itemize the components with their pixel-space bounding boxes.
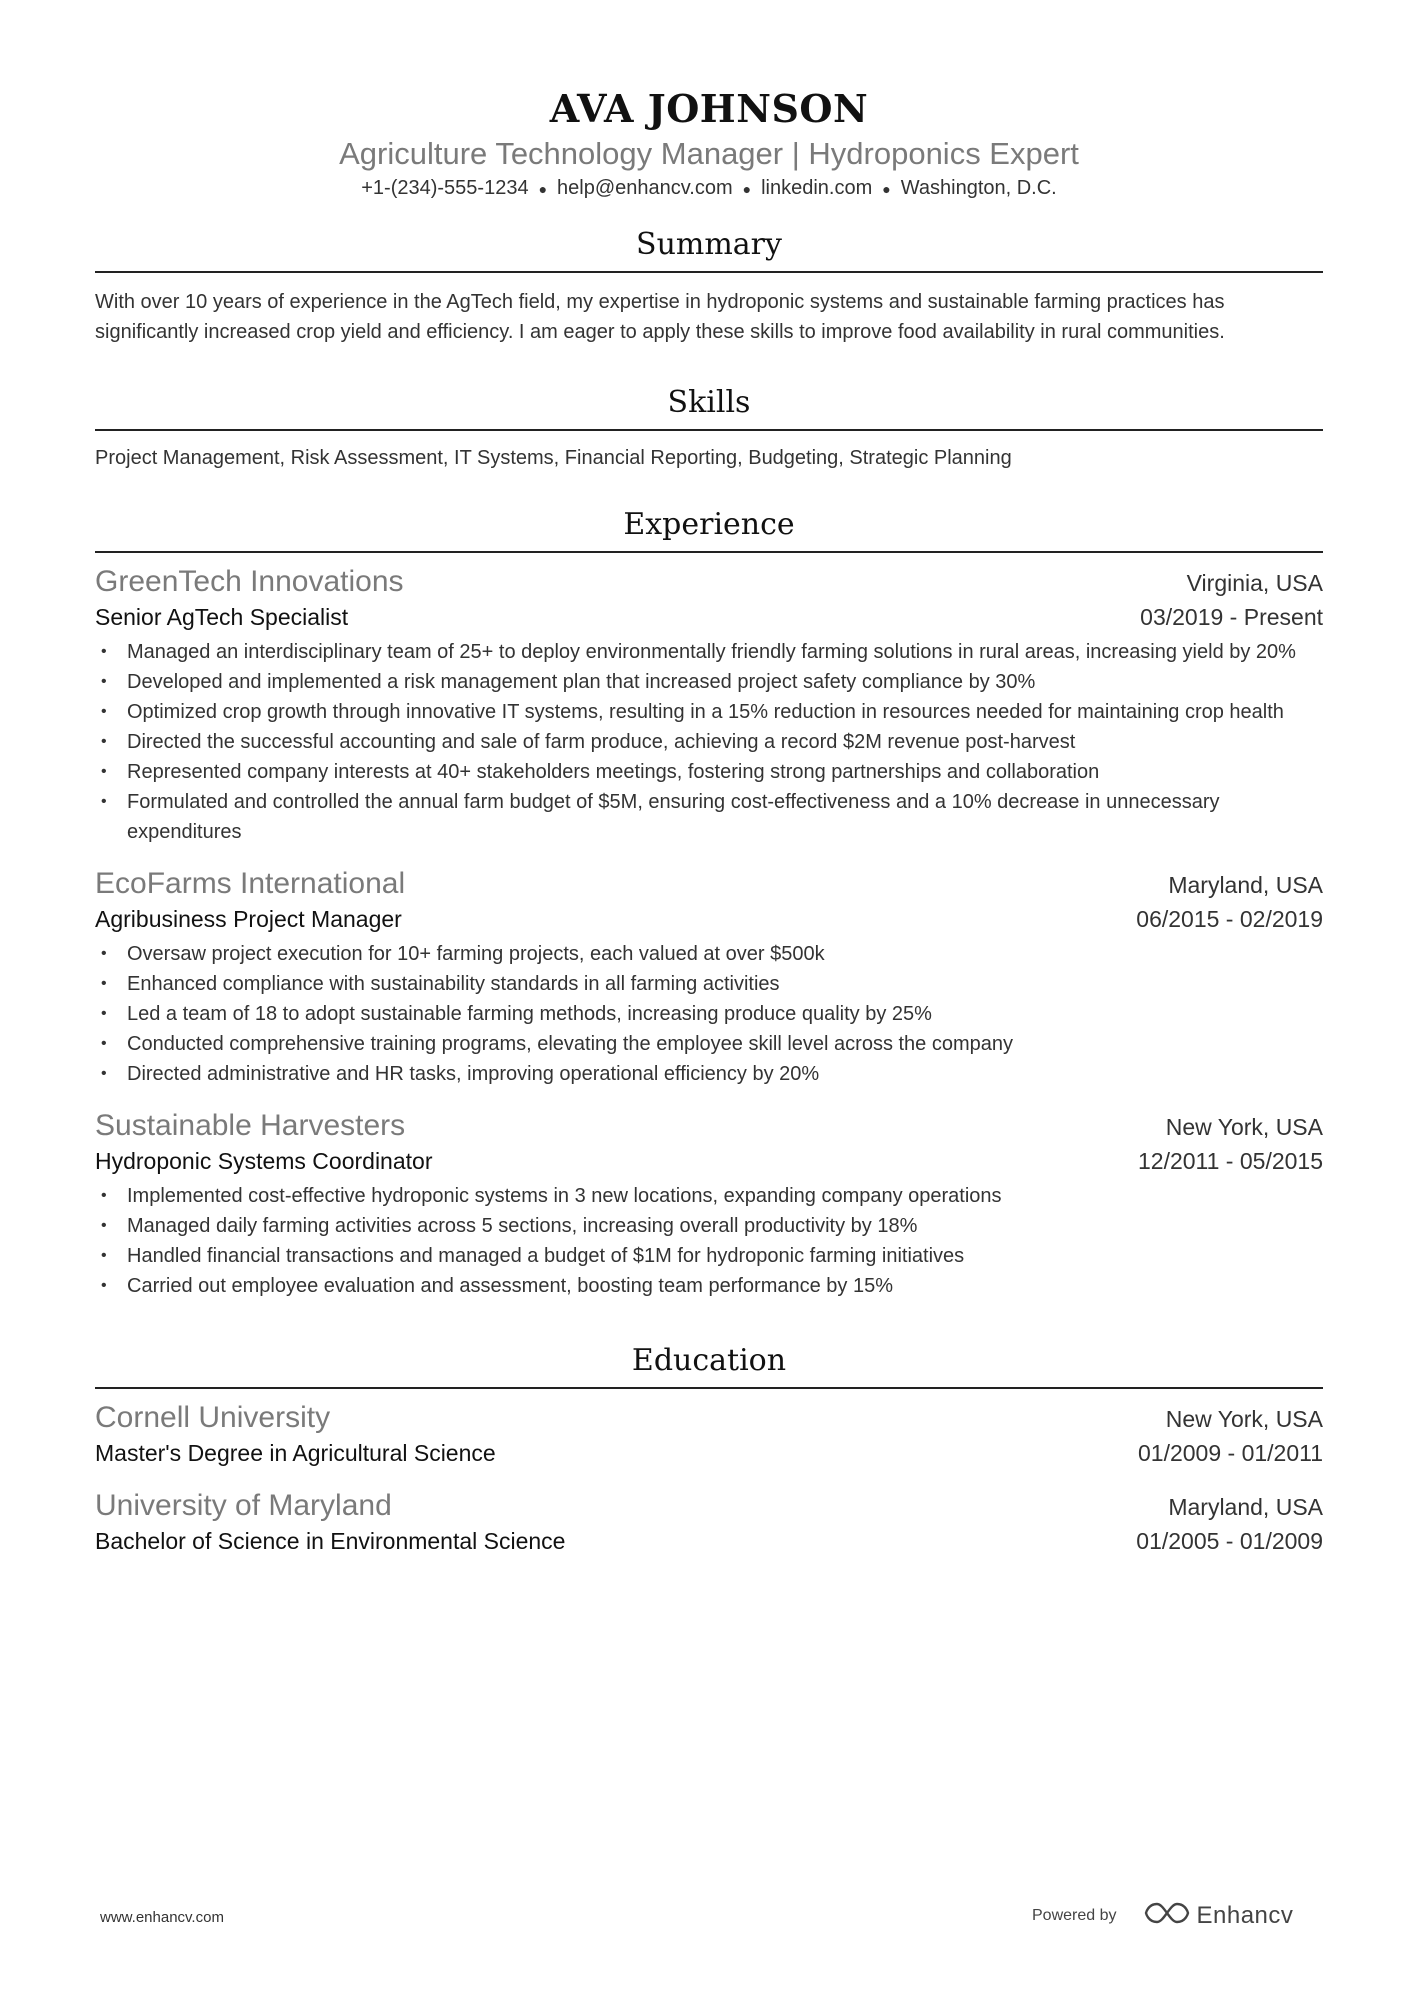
resume-page [95, 0, 1323, 1557]
summary-section [95, 225, 1323, 347]
section-title-summary: Summary [95, 225, 1323, 273]
education-dates: 01/2009 - 01/2011 [1137, 1439, 1323, 1466]
job-location: Maryland, USA [1168, 871, 1323, 898]
bullet-separator: ● [538, 180, 548, 197]
education-dates: 01/2005 - 01/2009 [1136, 1527, 1323, 1554]
degree: Master's Degree in Agricultural Science [95, 1439, 496, 1466]
bullet-item: • Optimized crop growth through innovative IT systems, resulting in a 15% reduction in resources needed for maintaining crop health [95, 697, 1323, 727]
bullet-item: • Enhanced compliance with sustainability standards in all farming activities [95, 969, 1323, 999]
school-name: University of Maryland [95, 1488, 392, 1522]
phone: +1-(234)-555-1234 [361, 177, 529, 199]
bullet-item: • Formulated and controlled the annual farm budget of $5M, ensuring cost-effectiveness and a 10% decrease in unnecessary expenditures [95, 787, 1323, 847]
enhancv-logo-icon [1143, 1900, 1191, 1931]
bullet-item: • Managed an interdisciplinary team of 25+ to deploy environmentally friendly farming solutions in rural areas, increasing yield by 20% [95, 637, 1323, 667]
resume-header [95, 0, 1323, 203]
job-bullets [95, 1181, 1323, 1301]
summary-text: With over 10 years of experience in the AgTech field, my expertise in hydroponic systems and sustainable farming practices has significantly increased crop yield and efficiency. I am eager to apply these skills to improve food availability in rural communities. [95, 290, 1225, 343]
job-location: New York, USA [1165, 1113, 1323, 1140]
job-dates: 12/2011 - 05/2015 [1137, 1147, 1323, 1174]
experience-section [95, 505, 1323, 1301]
bullet-item: • Carried out employee evaluation and assessment, boosting team performance by 15% [95, 1271, 1323, 1301]
experience-entry [95, 865, 1323, 1089]
linkedin-link[interactable]: linkedin.com [761, 177, 873, 199]
job-title: Hydroponic Systems Coordinator [95, 1147, 433, 1174]
candidate-title: Agriculture Technology Manager | Hydroponics Expert [339, 136, 1079, 171]
degree: Bachelor of Science in Environmental Science [95, 1527, 566, 1554]
bullet-item: • Handled financial transactions and managed a budget of $1M for hydroponic farming initiatives [95, 1241, 1323, 1271]
bullet-item: • Managed daily farming activities across 5 sections, increasing overall productivity by 18% [95, 1211, 1323, 1241]
job-bullets [95, 939, 1323, 1089]
powered-by-label: Powered by [1032, 1906, 1117, 1924]
company-name: EcoFarms International [95, 866, 406, 900]
job-dates: 03/2019 - Present [1140, 603, 1323, 630]
school-location: Maryland, USA [1168, 1493, 1323, 1520]
job-dates: 06/2015 - 02/2019 [1136, 905, 1323, 932]
education-section [95, 1341, 1323, 1557]
bullet-item: • Conducted comprehensive training programs, elevating the employee skill level across the company [95, 1029, 1323, 1059]
company-name: Sustainable Harvesters [95, 1108, 406, 1142]
bullet-separator: ● [882, 180, 891, 197]
education-entry [95, 1399, 1323, 1469]
experience-entry [95, 563, 1323, 847]
skills-list: Project Management, Risk Assessment, IT Systems, Financial Reporting, Budgeting, Strategic Planning [95, 446, 1012, 469]
section-title-education: Education [95, 1341, 1323, 1389]
job-location: Virginia, USA [1186, 569, 1323, 596]
enhancv-brand-name: Enhancv [1196, 1901, 1294, 1929]
contact-line [95, 174, 1323, 203]
bullet-item: • Led a team of 18 to adopt sustainable farming methods, increasing produce quality by 25% [95, 999, 1323, 1029]
email-link[interactable]: help@enhancv.com [557, 177, 733, 199]
section-title-skills: Skills [95, 383, 1323, 431]
job-title: Agribusiness Project Manager [95, 905, 402, 932]
footer-website-link[interactable]: www.enhancv.com [100, 1909, 224, 1926]
education-entry [95, 1487, 1323, 1557]
skills-section [95, 383, 1323, 473]
bullet-item: • Represented company interests at 40+ stakeholders meetings, fostering strong partnerships and collaboration [95, 757, 1323, 787]
experience-entry [95, 1107, 1323, 1301]
bullet-separator: ● [742, 180, 752, 197]
bullet-item: • Directed administrative and HR tasks, improving operational efficiency by 20% [95, 1059, 1323, 1089]
school-name: Cornell University [95, 1400, 331, 1434]
school-location: New York, USA [1165, 1405, 1323, 1432]
candidate-name: AVA JOHNSON [549, 86, 869, 131]
bullet-item: • Oversaw project execution for 10+ farming projects, each valued at over $500k [95, 939, 1323, 969]
bullet-item: • Implemented cost-effective hydroponic systems in 3 new locations, expanding company operations [95, 1181, 1323, 1211]
bullet-item: • Directed the successful accounting and sale of farm produce, achieving a record $2M revenue post-harvest [95, 727, 1323, 757]
location: Washington, D.C. [900, 177, 1057, 199]
footer-branding[interactable] [1032, 1900, 1293, 1931]
company-name: GreenTech Innovations [95, 564, 404, 598]
job-title: Senior AgTech Specialist [95, 603, 349, 630]
job-bullets [95, 637, 1323, 847]
section-title-experience: Experience [95, 505, 1323, 553]
bullet-item: • Developed and implemented a risk management plan that increased project safety compliance by 30% [95, 667, 1323, 697]
